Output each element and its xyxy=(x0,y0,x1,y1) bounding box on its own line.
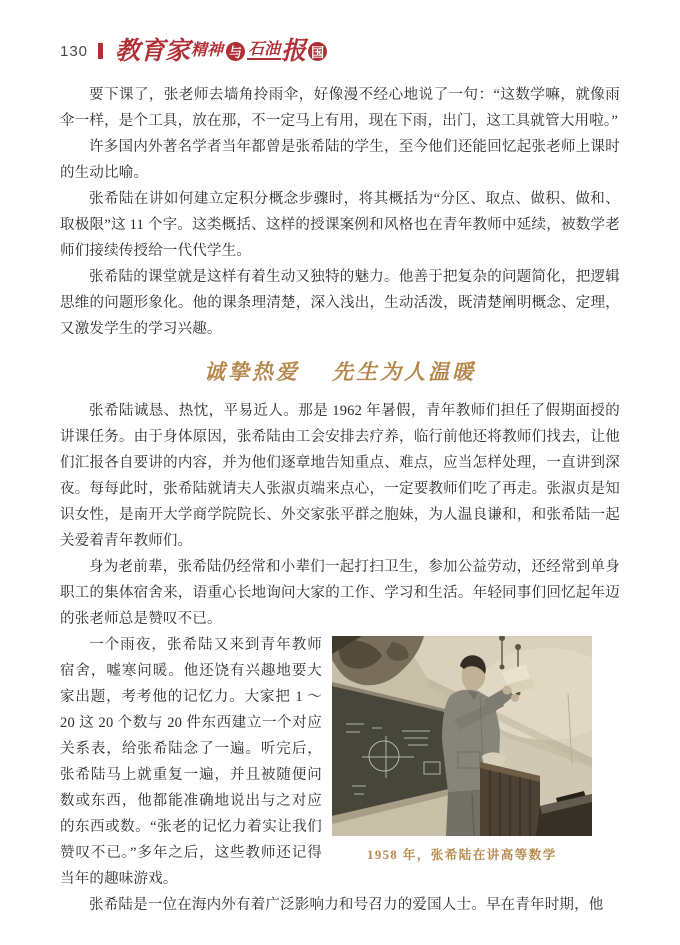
article-body xyxy=(60,82,620,918)
header-divider-bar xyxy=(98,43,103,59)
photo-text-wrap-section xyxy=(60,632,620,892)
body-paragraph: 张希陆在讲如何建立定积分概念步骤时，将其概括为“分区、取点、做积、做和、取极限”这 11 个字。这类概括、这样的授课案例和风格也在青年教师中延续，被数学老师们接续传授给一代代学生。 xyxy=(60,191,620,259)
body-paragraph: 张希陆是一位在海内外有着广泛影响力和号召力的爱国人士。早在青年时期，他 xyxy=(89,897,604,913)
page-number: 130 xyxy=(60,42,89,60)
logo-text-jingshen: 精神 xyxy=(191,42,224,59)
guo-circle-badge: 国 xyxy=(308,42,327,61)
body-paragraph: 张希陆的课堂就是这样有着生动又独特的魅力。他善于把复杂的问题简化，把逻辑思维的问题形象化。他的课条理清楚，深入浅出，生动活泼，既清楚阐明概念、定理，又激发学生的学习兴趣。 xyxy=(60,269,620,337)
photo-caption: 1958 年，张希陆在讲高等数学 xyxy=(367,848,557,862)
body-paragraph: 一个雨夜，张希陆又来到青年教师宿舍，嘘寒问暖。他还饶有兴趣地要大家出题，考考他的记忆力。大家把 1 ～ 20 这 20 个数与 20 件东西建立一个对应关系表，给张希陆念了一遍。听完后，张希陆马上就重复一遍，并且被随便问数或东西，他都能准确地说出与之对应的东西或数。“张老的记忆力着实让我们赞叹不已。”多年之后，这些教师还记得当年的趣味游戏。 xyxy=(60,637,322,887)
body-paragraph: 要下课了，张老师去墙角拎雨伞，好像漫不经心地说了一句：“这数学嘛，就像雨伞一样，是个工具，放在那，不一定马上有用，现在下雨，出门，这工具就管大用啦。” xyxy=(60,87,620,129)
section-heading: 诚挚热爱 先生为人温暖 xyxy=(203,360,477,384)
page-header xyxy=(60,36,620,66)
body-paragraph: 张希陆诚恳、热忱，平易近人。那是 1962 年暑假，青年教师们担任了假期面授的讲课任务。由于身体原因，张希陆由工会安排去疗养，临行前他还将教师们找去，让他们汇报各自要讲的内容，并为他们逐章地告知重点、难点，应当怎样处理，一直讲到深夜。每每此时，张希陆就请夫人张淑贞端来点心，一定要教师们吃了再走。张淑贞是知识女性，是南开大学商学院院长、外交家张平群之胞妹，为人温良谦和，和张希陆一起关爱着青年教师们。 xyxy=(60,403,620,549)
logo-text-jiaoyujia: 教育家 xyxy=(115,37,191,65)
body-paragraph: 许多国内外著名学者当年都曾是张希陆的学生，至今他们还能回忆起张老师上课时的生动比喻。 xyxy=(60,139,620,181)
photo-figure xyxy=(332,636,592,863)
yu-circle-badge: 与 xyxy=(226,42,245,61)
logo-text-bao: 报 xyxy=(281,37,307,65)
publication-logo xyxy=(115,39,329,64)
body-paragraph: 身为老前辈，张希陆仍经常和小辈们一起打扫卫生，参加公益劳动，还经常到单身职工的集体宿舍来，语重心长地询问大家的工作、学习和生活。年轻同事们回忆起年迈的张老师总是赞叹不已。 xyxy=(60,559,620,627)
logo-text-shiyou: 石油 xyxy=(248,41,281,58)
classroom-photo xyxy=(332,636,592,836)
